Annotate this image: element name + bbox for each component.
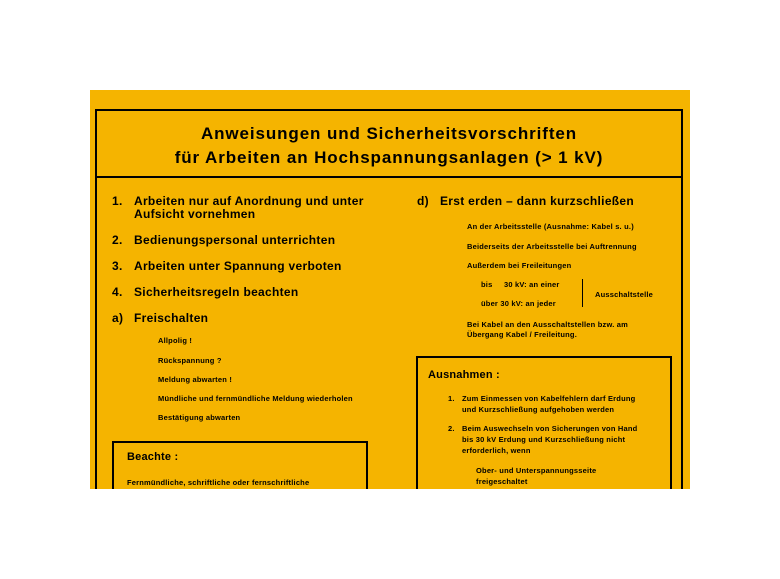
freischalten-item: Rückspannung ? <box>158 356 222 365</box>
ausnahme-2-line-1: Beim Auswechseln von Sicherungen von Hand <box>462 424 638 433</box>
rule-1-text-cont: Aufsicht vornehmen <box>134 207 256 221</box>
brace-label: Ausschaltstelle <box>595 290 654 299</box>
ausnahme-2-line-3: erforderlich, wenn <box>462 446 531 455</box>
rule-3-text: Arbeiten unter Spannung verboten <box>134 259 342 273</box>
cable-line-2: Übergang Kabel / Freileitung. <box>467 330 577 339</box>
rule-1-text: Arbeiten nur auf Anordnung und unter <box>134 194 364 208</box>
rule-4-number: 4. <box>112 285 123 299</box>
safety-sign <box>90 90 690 489</box>
erden-line-3: Außerdem bei Freileitungen <box>467 261 572 270</box>
section-a-label: a) <box>112 311 124 325</box>
rule-4-text: Sicherheitsregeln beachten <box>134 285 299 299</box>
ausnahme-1-number: 1. <box>448 394 455 403</box>
freischalten-item: Bestätigung abwarten <box>158 413 241 422</box>
ausnahmen-heading: Ausnahmen : <box>428 369 500 381</box>
ausnahme-1-line-2: und Kurzschließung aufgehoben werden <box>462 405 615 414</box>
freischalten-item: Meldung abwarten ! <box>158 375 233 384</box>
ausnahme-sub-1: Ober- und Unterspannungsseite <box>476 466 597 475</box>
ausnahme-2-number: 2. <box>448 424 455 433</box>
rule-2-text: Bedienungspersonal unterrichten <box>134 233 336 247</box>
ausnahme-2-line-2: bis 30 kV Erdung und Kurzschließung nicht <box>462 435 626 444</box>
beachte-text: Fernmündliche, schriftliche oder fernschriftliche <box>127 478 310 487</box>
freischalten-item: Mündliche und fernmündliche Meldung wiederholen <box>158 394 353 403</box>
section-d-heading: Erst erden – dann kurzschließen <box>440 194 635 208</box>
rule-1-number: 1. <box>112 194 123 208</box>
erden-line-2: Beiderseits der Arbeitsstelle bei Auftrennung <box>467 242 637 251</box>
brace-line <box>582 279 588 307</box>
freischalten-item: Allpolig ! <box>158 336 193 345</box>
section-d-label: d) <box>417 194 429 208</box>
beachte-heading: Beachte : <box>127 451 179 463</box>
title-line-2: für Arbeiten an Hochspannungsanlagen (> 1 kV) <box>174 148 604 167</box>
ausnahme-sub-2: freigeschaltet <box>476 477 528 486</box>
voltage-row-1: 30 kV: an einer <box>504 280 560 289</box>
erden-line-1: An der Arbeitsstelle (Ausnahme: Kabel s. u.) <box>467 222 634 231</box>
cable-line-1: Bei Kabel an den Ausschaltstellen bzw. am <box>467 320 629 329</box>
voltage-row-1-prefix: bis <box>481 280 493 289</box>
title-line-1: Anweisungen und Sicherheitsvorschriften <box>200 124 578 143</box>
section-a-heading: Freischalten <box>134 311 209 325</box>
voltage-row-2: über 30 kV: an jeder <box>481 299 556 308</box>
rule-2-number: 2. <box>112 233 123 247</box>
sign-header <box>97 111 681 178</box>
rule-3-number: 3. <box>112 259 123 273</box>
ausnahme-1-line-1: Zum Einmessen von Kabelfehlern darf Erdung <box>462 394 636 403</box>
